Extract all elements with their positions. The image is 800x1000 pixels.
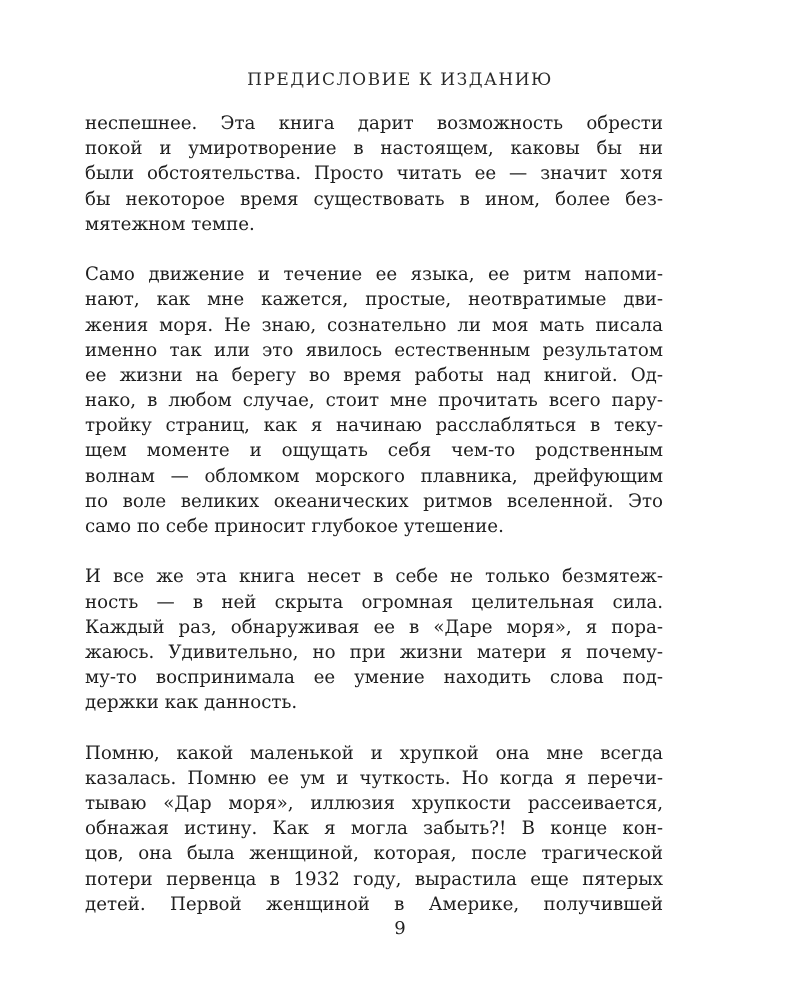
paragraph [85, 262, 663, 539]
text-line: нают, как мне кажется, простые, неотвратимые дви- [85, 289, 663, 311]
text-line: И все же эта книга несет в себе не только безмятеж- [85, 566, 663, 588]
text-line: детей. Первой женщиной в Америке, получившей [85, 893, 663, 915]
text-line: покой и умиротворение в настоящем, каковы бы ни [85, 138, 663, 160]
text-line: именно так или это явилось естественным результатом [85, 339, 663, 361]
paragraph-gap [85, 237, 663, 262]
paragraph-gap [85, 539, 663, 564]
text-line: были обстоятельства. Просто читать ее — значит хотя [85, 163, 663, 185]
paragraph [85, 741, 663, 917]
text-line: му-то воспринимала ее умение находить слова под- [85, 667, 663, 689]
text-line: бы некоторое время существовать в ином, более без- [85, 188, 663, 210]
text-line: обнажая истину. Как я могла забыть?! В конце кон- [85, 818, 663, 840]
text-line: Помню, какой маленькой и хрупкой она мне всегда [85, 742, 663, 764]
text-line: щем моменте и ощущать себя чем-то родственным [85, 440, 663, 462]
running-head: ПРЕДИСЛОВИЕ К ИЗДАНИЮ [247, 70, 553, 90]
text-line: тройку страниц, как я начинаю расслабляться в теку- [85, 415, 663, 437]
text-line: держки как данность. [85, 692, 298, 714]
body-text [85, 111, 663, 917]
text-line: жения моря. Не знаю, сознательно ли моя мать писала [85, 314, 663, 336]
text-line: нако, в любом случае, стоит мне прочитать всего пару- [85, 390, 663, 412]
text-line: потери первенца в 1932 году, вырастила еще пятерых [85, 868, 663, 890]
text-line: мятежном темпе. [85, 213, 255, 235]
text-line: неспешнее. Эта книга дарит возможность обрести [85, 113, 663, 134]
text-line: цов, она была женщиной, которая, после трагической [85, 843, 663, 865]
paragraph [85, 111, 663, 237]
text-line: ность — в ней скрыта огромная целительная сила. [85, 591, 663, 613]
page-number: 9 [394, 918, 406, 939]
text-line: казалась. Помню ее ум и чуткость. Но когда я перечи- [85, 767, 663, 789]
text-line: Каждый раз, обнаруживая ее в «Даре моря», я пора- [85, 616, 663, 638]
text-line: Само движение и течение ее языка, ее ритм напоми- [85, 264, 663, 286]
text-line: само по себе приносит глубокое утешение. [85, 516, 504, 537]
text-line: по воле великих океанических ритмов вселенной. Это [85, 490, 663, 512]
text-line: ее жизни на берегу во время работы над книгой. Од- [85, 364, 663, 386]
text-line: жаюсь. Удивительно, но при жизни матери я почему- [85, 641, 663, 663]
text-line: волнам — обломком морского плавника, дрейфующим [85, 465, 663, 487]
paragraph-gap [85, 716, 663, 741]
paragraph [85, 564, 663, 715]
text-line: тываю «Дар моря», иллюзия хрупкости рассеивается, [85, 793, 663, 815]
